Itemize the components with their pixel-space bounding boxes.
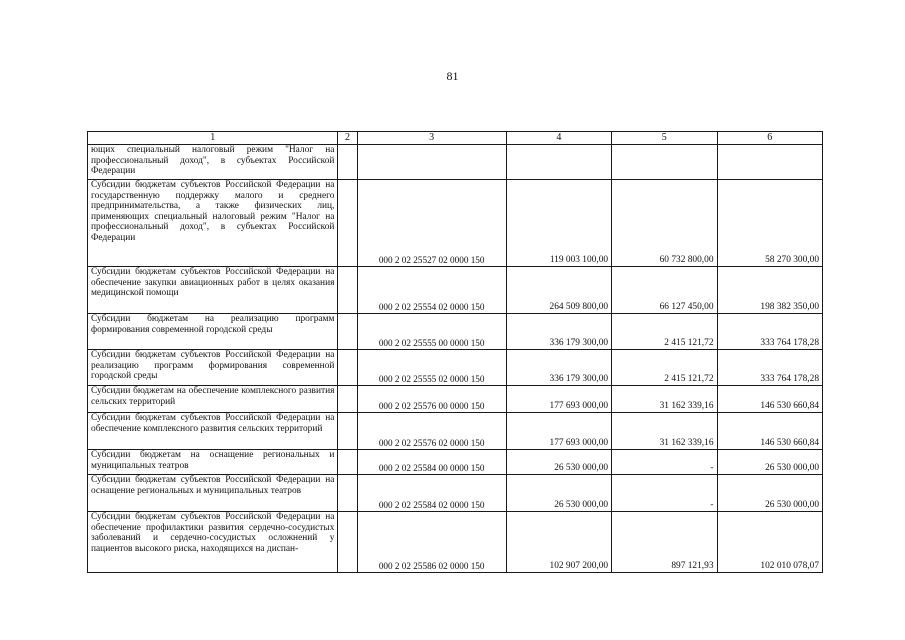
row-col2 <box>338 512 357 573</box>
row-col2 <box>338 314 357 350</box>
row-budget-code: 000 2 02 25555 02 0000 150 <box>357 350 506 386</box>
row-col2 <box>338 145 357 180</box>
column-header-5: 5 <box>612 132 717 145</box>
row-value-col6: 26 530 000,00 <box>717 450 822 475</box>
row-value-col4: 26 530 000,00 <box>506 475 611 512</box>
table-row <box>88 450 823 475</box>
row-value-col4: 336 179 300,00 <box>506 314 611 350</box>
row-value-col4: 336 179 300,00 <box>506 350 611 386</box>
row-value-col5: 2 415 121,72 <box>612 350 717 386</box>
column-header-1: 1 <box>88 132 338 145</box>
row-col2 <box>338 267 357 314</box>
row-description: Субсидии бюджетам на обеспечение комплексного развития сельских территорий <box>88 386 338 413</box>
row-value-col4: 102 907 200,00 <box>506 512 611 573</box>
row-value-col5: 66 127 450,00 <box>612 267 717 314</box>
table-row <box>88 386 823 413</box>
row-value-col6: 26 530 000,00 <box>717 475 822 512</box>
row-value-col5: 2 415 121,72 <box>612 314 717 350</box>
row-value-col4: 119 003 100,00 <box>506 180 611 267</box>
row-value-col4: 26 530 000,00 <box>506 450 611 475</box>
table-row <box>88 512 823 573</box>
row-description: Субсидии бюджетам субъектов Российской Федерации на обеспечение закупки авиационных работ в целях оказания медицинской помощи <box>88 267 338 314</box>
row-col2 <box>338 413 357 450</box>
row-budget-code: 000 2 02 25576 00 0000 150 <box>357 386 506 413</box>
row-value-col6: 58 270 300,00 <box>717 180 822 267</box>
table-row <box>88 180 823 267</box>
row-col2 <box>338 350 357 386</box>
row-value-col5: 897 121,93 <box>612 512 717 573</box>
row-value-col5 <box>612 145 717 180</box>
column-header-3: 3 <box>357 132 506 145</box>
column-header-4: 4 <box>506 132 611 145</box>
row-budget-code: 000 2 02 25527 02 0000 150 <box>357 180 506 267</box>
row-budget-code <box>357 145 506 180</box>
row-description: ющих специальный налоговый режим "Налог на профессиональный доход", в субъектах Российской Федерации <box>88 145 338 180</box>
row-description: Субсидии бюджетам субъектов Российской Федерации на государственную поддержку малого и среднего предпринимательства, а также физических лиц, применяющих специальный налоговый режим "Налог на профессиональный доход", в субъектах Российской Федерации <box>88 180 338 267</box>
row-value-col4: 264 509 800,00 <box>506 267 611 314</box>
header-row <box>88 132 823 145</box>
row-value-col4: 177 693 000,00 <box>506 386 611 413</box>
row-value-col5: 31 162 339,16 <box>612 413 717 450</box>
row-col2 <box>338 475 357 512</box>
row-value-col5: - <box>612 475 717 512</box>
table-row <box>88 413 823 450</box>
row-value-col6 <box>717 145 822 180</box>
row-value-col6: 146 530 660,84 <box>717 386 822 413</box>
table-row <box>88 267 823 314</box>
row-description: Субсидии бюджетам субъектов Российской Федерации на оснащение региональных и муниципальных театров <box>88 475 338 512</box>
column-header-2: 2 <box>338 132 357 145</box>
row-value-col4 <box>506 145 611 180</box>
column-header-6: 6 <box>717 132 822 145</box>
budget-table <box>87 131 823 573</box>
row-value-col6: 333 764 178,28 <box>717 350 822 386</box>
row-value-col6: 146 530 660,84 <box>717 413 822 450</box>
row-budget-code: 000 2 02 25576 02 0000 150 <box>357 413 506 450</box>
table-row <box>88 145 823 180</box>
row-description: Субсидии бюджетам на оснащение региональных и муниципальных театров <box>88 450 338 475</box>
page-number: 81 <box>446 69 459 83</box>
row-value-col5: 60 732 800,00 <box>612 180 717 267</box>
row-value-col5: - <box>612 450 717 475</box>
row-value-col4: 177 693 000,00 <box>506 413 611 450</box>
row-col2 <box>338 386 357 413</box>
row-description: Субсидии бюджетам на реализацию программ формирования современной городской среды <box>88 314 338 350</box>
row-value-col6: 333 764 178,28 <box>717 314 822 350</box>
row-value-col6: 102 010 078,07 <box>717 512 822 573</box>
row-col2 <box>338 450 357 475</box>
row-budget-code: 000 2 02 25554 02 0000 150 <box>357 267 506 314</box>
row-description: Субсидии бюджетам субъектов Российской Федерации на обеспечение профилактики развития сердечно-сосудистых заболеваний и сердечно-сосудистых осложнений у пациентов высокого риска, находящихся на диспан- <box>88 512 338 573</box>
row-description: Субсидии бюджетам субъектов Российской Федерации на реализацию программ формирования современной городской среды <box>88 350 338 386</box>
row-value-col5: 31 162 339,16 <box>612 386 717 413</box>
row-col2 <box>338 180 357 267</box>
row-budget-code: 000 2 02 25584 00 0000 150 <box>357 450 506 475</box>
table-row <box>88 314 823 350</box>
row-value-col6: 198 382 350,00 <box>717 267 822 314</box>
table-row <box>88 475 823 512</box>
row-budget-code: 000 2 02 25586 02 0000 150 <box>357 512 506 573</box>
row-budget-code: 000 2 02 25584 02 0000 150 <box>357 475 506 512</box>
row-budget-code: 000 2 02 25555 00 0000 150 <box>357 314 506 350</box>
table-row <box>88 350 823 386</box>
row-description: Субсидии бюджетам субъектов Российской Федерации на обеспечение комплексного развития сельских территорий <box>88 413 338 450</box>
